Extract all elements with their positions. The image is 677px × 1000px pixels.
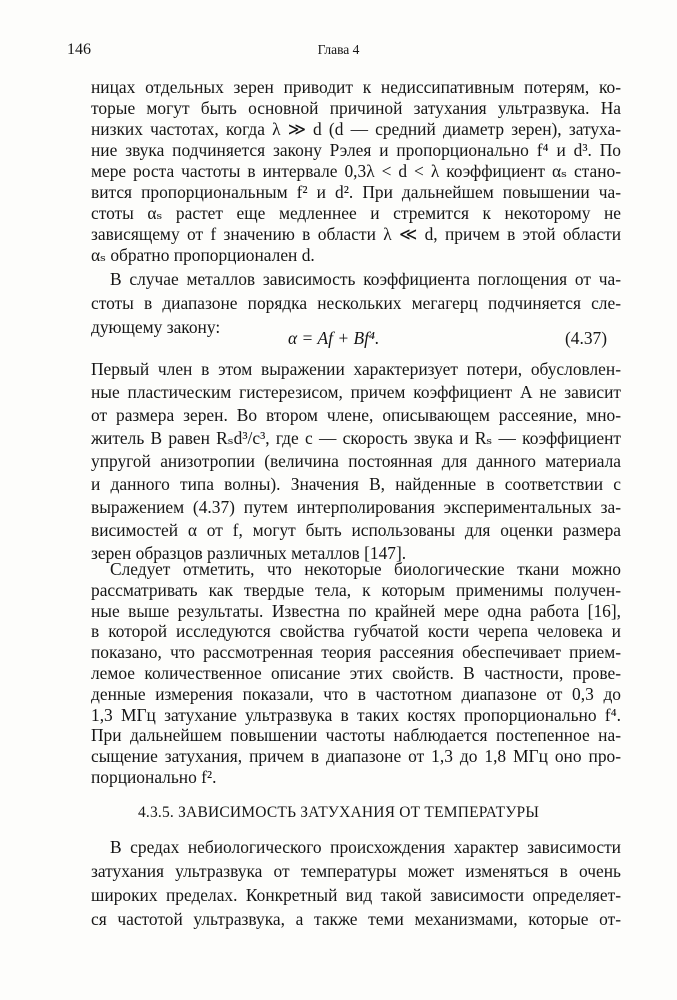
paragraph-3-line (0, 357, 677, 381)
text-line: упругой анизотропии (величина постоянная для данного материала (91, 451, 621, 471)
text-line: в которой исследуются свойства губчатой кости черепа человека и (91, 621, 621, 641)
text-line: ние звука подчиняется закону Рэлея и пропорционально f⁴ и d³. По (91, 140, 621, 160)
paragraph-3-line (0, 495, 677, 519)
section-heading: 4.3.5. ЗАВИСИМОСТЬ ЗАТУХАНИЯ ОТ ТЕМПЕРАТУРЫ (137, 804, 540, 821)
text-line: ные пластическим гистерезисом, причем коэффициент A не зависит (91, 382, 621, 402)
text-line: В средах небиологического происхождения характер зависимости (110, 837, 621, 857)
paragraph-1-line (0, 243, 677, 267)
text-line: житель B равен Rₛd³/c³, где c — скорость звука и Rₛ — коэффициент (91, 428, 621, 448)
text-line: зависящему от f значению в области λ ≪ d, причем в этой области (91, 224, 621, 244)
paragraph-3-line (0, 518, 677, 542)
paragraph-3-line (0, 380, 677, 404)
page-number: 146 (67, 41, 91, 58)
text-line: выражением (4.37) путем интерполирования экспериментальных за- (91, 497, 621, 517)
text-line: дующему закону: (91, 317, 221, 337)
equation-number: (4.37) (565, 328, 608, 348)
text-line: лемое количественное описание этих свойств. В частности, прове- (91, 663, 621, 683)
paragraph-4-line (0, 765, 677, 789)
text-line: торые могут быть основной причиной затухания ультразвука. На (91, 98, 621, 118)
equation-4-37 (0, 325, 677, 351)
text-line: мере роста частоты в интервале 0,3λ < d < λ коэффициент αₛ стано- (91, 161, 621, 181)
paragraph-5-line (0, 835, 677, 859)
text-line: стоты в диапазоне порядка нескольких мегагерц подчиняется сле- (91, 293, 621, 313)
text-line: В случае металлов зависимость коэффициента поглощения от ча- (110, 269, 621, 289)
text-line: затухания ультразвука от температуры может изменяться в очень (91, 861, 621, 881)
text-line: и данного типа волны). Значения B, найденные в соответствии с (91, 474, 621, 494)
text-line: порционально f². (91, 767, 217, 787)
paragraph-3-line (0, 403, 677, 427)
text-line: стоты αₛ растет еще медленнее и стремится к некоторому не (91, 203, 621, 223)
paragraph-5-line (0, 883, 677, 907)
text-line: Первый член в этом выражении характеризует потери, обусловлен- (91, 359, 621, 379)
running-head: Глава 4 (317, 42, 360, 57)
text-line: зерен образцов различных металлов [147]. (91, 543, 407, 563)
text-line: ся частотой ультразвука, а также теми механизмами, которые от- (91, 909, 621, 929)
paragraph-3-line (0, 426, 677, 450)
text-line: висимостей α от f, могут быть использованы для оценки размера (91, 520, 621, 540)
paragraph-3-line (0, 472, 677, 496)
text-line: Следует отметить, что некоторые биологические ткани можно (110, 559, 621, 579)
text-line: ницах отдельных зерен приводит к недиссипативным потерям, ко- (91, 77, 621, 97)
paragraph-5-line (0, 859, 677, 883)
paragraph-2-line (0, 291, 677, 315)
paragraph-2-line (0, 267, 677, 291)
text-line: денные измерения показали, что в частотном диапазоне от 0,3 до (91, 684, 621, 704)
equation-expression: α = Af + Bf⁴. (288, 328, 380, 348)
paragraph-3-line (0, 449, 677, 473)
text-line: рассматривать как твердые тела, к которым применимы получен- (91, 580, 621, 600)
text-line: показано, что рассмотренная теория рассеяния обеспечивает прием- (91, 642, 621, 662)
paragraph-5-line (0, 907, 677, 931)
text-line: При дальнейшем повышении частоты наблюдается постепенное на- (91, 725, 621, 745)
text-line: широких пределах. Конкретный вид такой зависимости определяет- (91, 885, 621, 905)
text-line: 1,3 МГц затухание ультразвука в таких костях пропорционально f⁴. (91, 705, 621, 725)
text-line: вится пропорциональным f² и d². При дальнейшем повышении ча- (91, 182, 621, 202)
text-line: от размера зерен. Во втором члене, описывающем рассеяние, мно- (91, 405, 621, 425)
text-line: низких частотах, когда λ ≫ d (d — средний диаметр зерен), затуха- (91, 119, 621, 139)
text-line: сыщение затухания, причем в диапазоне от 1,3 до 1,8 МГц оно про- (91, 746, 621, 766)
text-line: ные выше результаты. Известна по крайней мере одна работа [16], (91, 601, 621, 621)
text-line: αₛ обратно пропорционален d. (91, 245, 315, 265)
